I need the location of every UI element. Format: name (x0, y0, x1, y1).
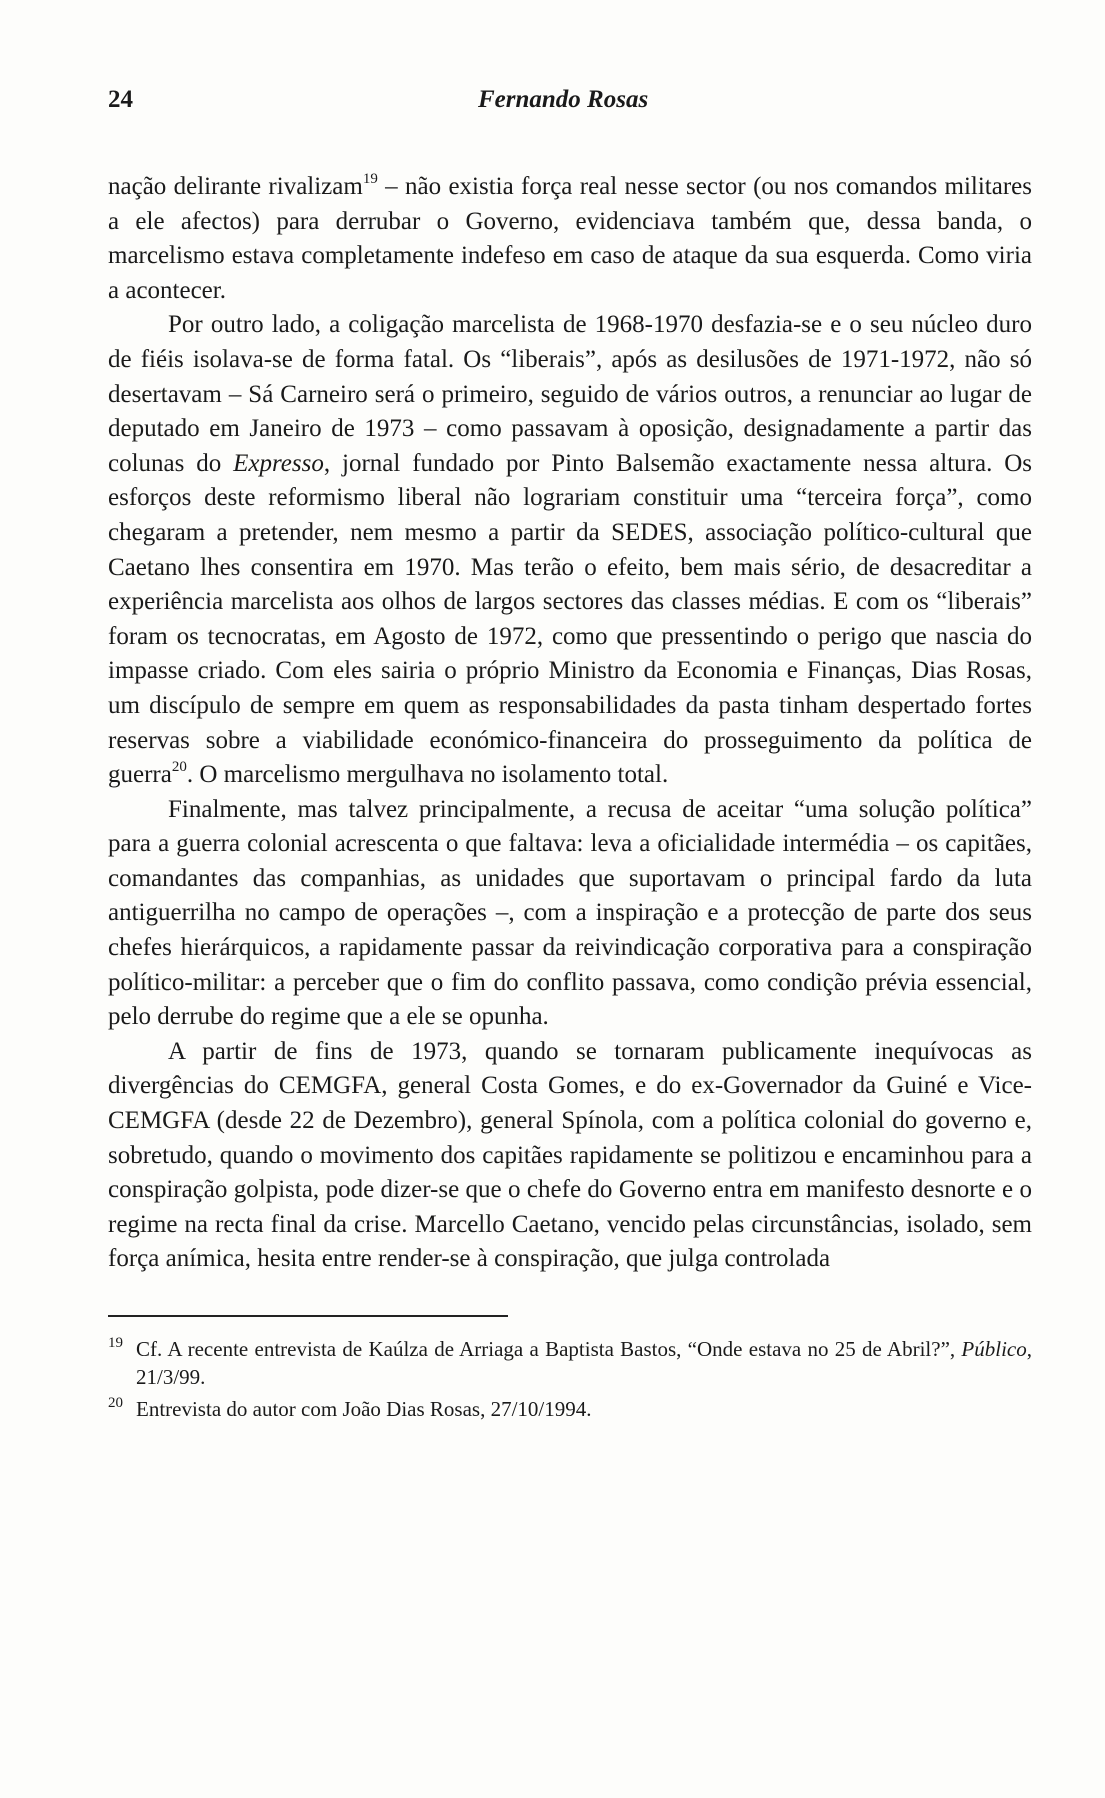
footnote-marker: 19 (108, 1335, 123, 1351)
footnote-text (136, 1395, 1032, 1423)
paragraph (108, 1035, 1032, 1277)
footnote (108, 1395, 1032, 1423)
text-run: – não existia força real nesse sector (ou nos comandos militares a ele afectos) para derrubar o Governo, evidenciava também que, dessa banda, o marcelismo estava completamente indefeso em caso de ataque da sua esquerda. Como viria a acontecer. (108, 173, 1032, 304)
text-run: . O marcelismo mergulhava no isolamento total. (186, 761, 669, 789)
paragraph (108, 793, 1032, 1035)
page-number: 24 (108, 86, 133, 113)
paragraph (108, 170, 1032, 308)
footnotes (108, 1335, 1032, 1423)
footnote (108, 1335, 1032, 1391)
italic-title: Público (961, 1337, 1027, 1361)
book-page (108, 80, 1032, 1427)
footnote-marker: 20 (108, 1395, 123, 1411)
running-head (108, 80, 1032, 120)
footnote-reference: 19 (362, 170, 378, 187)
footnote-reference: 20 (171, 758, 187, 775)
footnote-rule (108, 1315, 508, 1317)
text-run: , 21/3/99. (136, 1337, 1032, 1389)
footnote-text (136, 1335, 1032, 1391)
text-run: , jornal fundado por Pinto Balsemão exactamente nessa altura. Os esforços deste reformismo liberal não lograriam constituir uma “terceira força”, como chegaram a pretender, nem mesmo a partir da SEDES, associação político-cultural que Caetano lhes consentira em 1970. Mas terão o efeito, bem mais sério, de desacreditar a experiência marcelista aos olhos de largos sectores das classes médias. E com os “liberais” foram os tecnocratas, em Agosto de 1972, como que pressentindo o perigo que nascia do impasse criado. Com eles sairia o próprio Ministro da Economia e Finanças, Dias Rosas, um discípulo de sempre em quem as responsabilidades da pasta tinham despertado fortes reservas sobre a viabilidade económico-financeira do prosseguimento da política de guerra (108, 449, 1032, 789)
paragraph (108, 308, 1032, 792)
text-run: Cf. A recente entrevista de Kaúlza de Arriaga a Baptista Bastos, “Onde estava no 25 de Abril?”, (136, 1337, 962, 1361)
text-run: A partir de fins de 1973, quando se tornaram publicamente inequívocas as divergências do CEMGFA, general Costa Gomes, e do ex-Governador da Guiné e Vice-CEMGFA (desde 22 de Dezembro), general Spínola, com a política colonial do governo e, sobretudo, quando o movimento dos capitães rapidamente se politizou e encaminhou para a conspiração golpista, pode dizer-se que o chefe do Governo entra em manifesto desnorte e o regime na recta final da crise. Marcello Caetano, vencido pelas circunstâncias, isolado, sem força anímica, hesita entre render-se à conspiração, que julga controlada (108, 1037, 1032, 1273)
text-run: Finalmente, mas talvez principalmente, a recusa de aceitar “uma solução política” para a guerra colonial acrescenta o que faltava: leva a oficialidade intermédia – os capitães, comandantes das companhias, as unidades que suportavam o principal fardo da luta antiguerrilha no campo de operações –, com a inspiração e a protecção de parte dos seus chefes hierárquicos, a rapidamente passar da reivindicação corporativa para a conspiração político-militar: a perceber que o fim do conflito passava, como condição prévia essencial, pelo derrube do regime que a ele se opunha. (108, 795, 1032, 1031)
running-title: Fernando Rosas (478, 86, 649, 113)
text-run: Entrevista do autor com João Dias Rosas, 27/10/1994. (136, 1397, 592, 1421)
text-run: Por outro lado, a coligação marcelista de 1968-1970 desfazia-se e o seu núcleo duro de fiéis isolava-se de forma fatal. Os “liberais”, após as desilusões de 1971-1972, não só desertavam – Sá Carneiro será o primeiro, seguido de vários outros, a renunciar ao lugar de deputado em Janeiro de 1973 – como passavam à oposição, designadamente a partir das colunas do (108, 311, 1032, 477)
text-run: nação delirante rivalizam (108, 173, 363, 200)
body-text (108, 170, 1032, 1277)
italic-title: Expresso (233, 449, 324, 477)
